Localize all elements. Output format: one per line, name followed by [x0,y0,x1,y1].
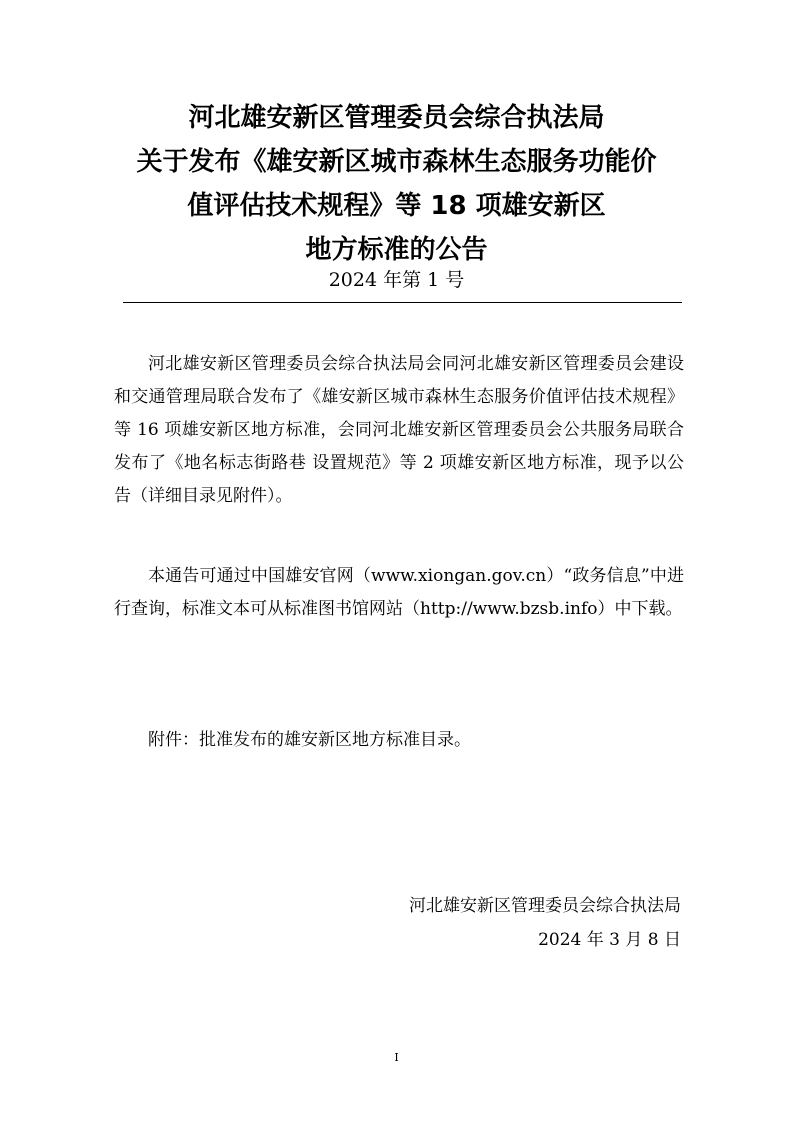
title-line-2: 关于发布《雄安新区城市森林生态服务功能价 [136,147,657,177]
title-line-4: 地方标准的公告 [305,235,488,265]
header-divider [123,302,682,303]
document-number: 2024 年第 1 号 [328,269,465,291]
title-line-1: 河北雄安新区管理委员会综合执法局 [188,103,605,133]
body-paragraph-1: 河北雄安新区管理委员会综合执法局会同河北雄安新区管理委员会建设和交通管理局联合发布了《雄安新区城市森林生态服务价值评估技术规程》等 16 项雄安新区地方标准，会同河北雄安新区管理委员会公共服务局联合发布了《地名标志街路巷 设置规范》等 2 项雄安新区地方标准，现予以公告（详细目录见附件）。 [114,354,684,506]
signature-date: 2024 年 3 月 8 日 [538,930,681,950]
body-paragraph-2: 本通告可通过中国雄安官网（www.xiongan.gov.cn）“政务信息”中进行查询，标准文本可从标准图书馆网站（http://www.bzsb.info）中下载。 [114,566,684,619]
title-line-3: 值评估技术规程》等 18 项雄安新区 [187,191,606,221]
attachment-note: 附件：批准发布的雄安新区地方标准目录。 [148,730,471,750]
document-title [100,96,693,272]
signature-organization: 河北雄安新区管理委员会综合执法局 [409,896,681,916]
page-number: I [394,1051,399,1064]
